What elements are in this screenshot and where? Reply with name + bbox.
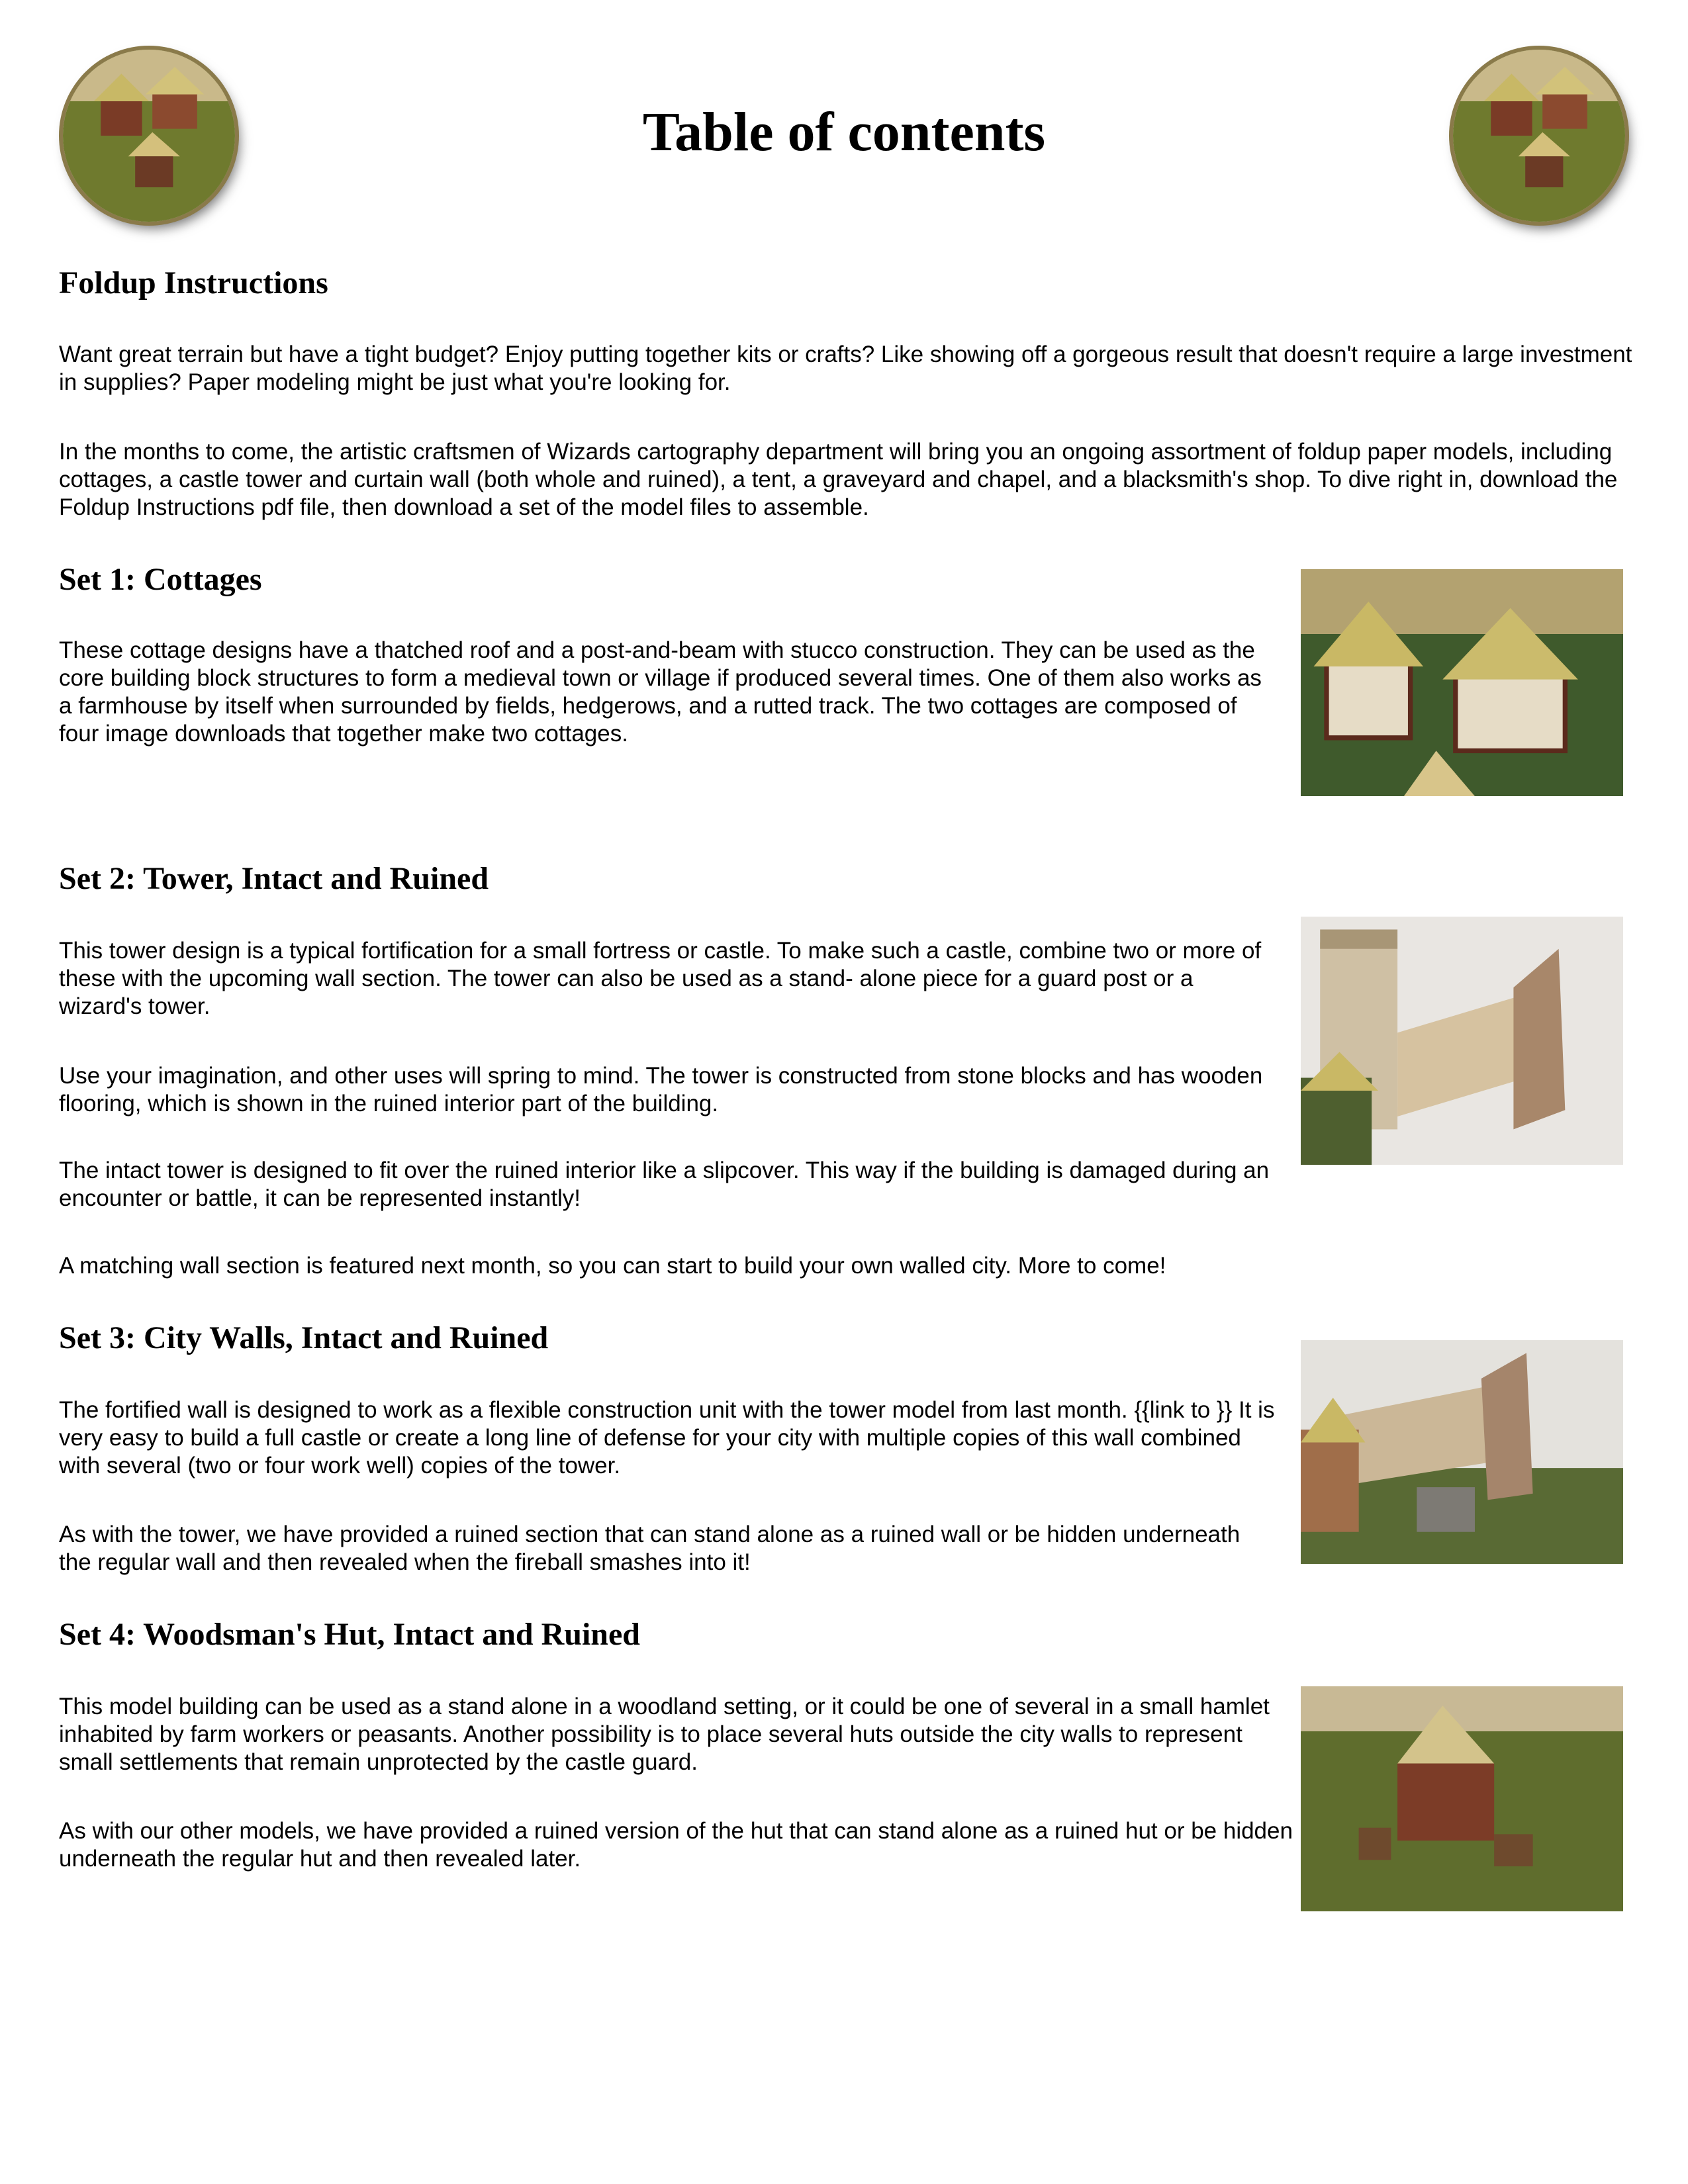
city-walls-photo (1301, 1340, 1623, 1564)
cottages-photo (1301, 569, 1623, 796)
section-heading-set-4: Set 4: Woodsman's Hut, Intact and Ruined (59, 1617, 640, 1652)
set-4-paragraph-1: This model building can be used as a stand alone in a woodland setting, or it could be one of several in a small hamlet inhabited by farm workers or peasants. Another possibility is to place several huts outside the city walls to represent small settlements that remain unprotected by the castle guard. (59, 1694, 1270, 1775)
section-heading-set-3: Set 3: City Walls, Intact and Ruined (59, 1320, 549, 1355)
set-3-paragraph-1: The fortified wall is designed to work as a flexible construction unit with the tower model from last month. {{link to }} It is very easy to build a full castle or create a long line of defense for your city with multiple copies of this wall combined with several (two or four work well) copies of the tower. (59, 1397, 1275, 1479)
section-heading-set-1: Set 1: Cottages (59, 562, 262, 597)
page-title: Table of contents (642, 101, 1046, 163)
section-heading-foldup: Foldup Instructions (59, 265, 328, 300)
tower-photo (1301, 917, 1623, 1165)
foldup-paragraph-2: In the months to come, the artistic craftsmen of Wizards cartography department will bring you an ongoing assortment of foldup paper models, including cottages, a castle tower and curtain wall (both whole and ruined), a tent, a graveyard and chapel, and a blacksmith's shop. To dive right in, download the Foldup Instructions pdf file, then download a set of the model files to assemble. (59, 439, 1618, 520)
set-4-paragraph-2: As with our other models, we have provided a ruined version of the hut that can stand alone as a ruined hut or be hidden underneath the regular hut and then revealed later. (59, 1818, 1293, 1872)
set-1-paragraph-1: These cottage designs have a thatched roof and a post-and-beam with stucco construction. They can be used as the core building block structures to form a medieval town or village if produced several times. One of them also works as a farmhouse by itself when surrounded by fields, hedgerows, and a rutted track. The two cottages are composed of four image downloads that together make two cottages. (59, 637, 1262, 747)
set-2-paragraph-4: A matching wall section is featured next month, so you can start to build your own walled city. More to come! (59, 1253, 1166, 1279)
woodsman-hut-photo (1301, 1686, 1623, 1911)
set-2-paragraph-3: The intact tower is designed to fit over the ruined interior like a slipcover. This way if the building is damaged during an encounter or battle, it can be represented instantly! (59, 1158, 1270, 1211)
section-heading-set-2: Set 2: Tower, Intact and Ruined (59, 861, 489, 896)
foldup-paragraph-1: Want great terrain but have a tight budget? Enjoy putting together kits or crafts? Like showing off a gorgeous result that doesn't require a large investment in supplies? Paper modeling might be just what you're looking for. (59, 341, 1632, 395)
set-2-paragraph-1: This tower design is a typical fortification for a small fortress or castle. To make such a castle, combine two or more of these with the upcoming wall section. The tower can also be used as a stand- alone piece for a guard post or a wizard's tower. (59, 938, 1262, 1019)
set-3-paragraph-2: As with the tower, we have provided a ruined section that can stand alone as a ruined wall or be hidden underneath the regular wall and then revealed when the fireball smashes into it! (59, 1522, 1241, 1575)
set-2-paragraph-2: Use your imagination, and other uses will spring to mind. The tower is constructed from stone blocks and has wooden flooring, which is shown in the ruined interior part of the building. (59, 1063, 1263, 1116)
